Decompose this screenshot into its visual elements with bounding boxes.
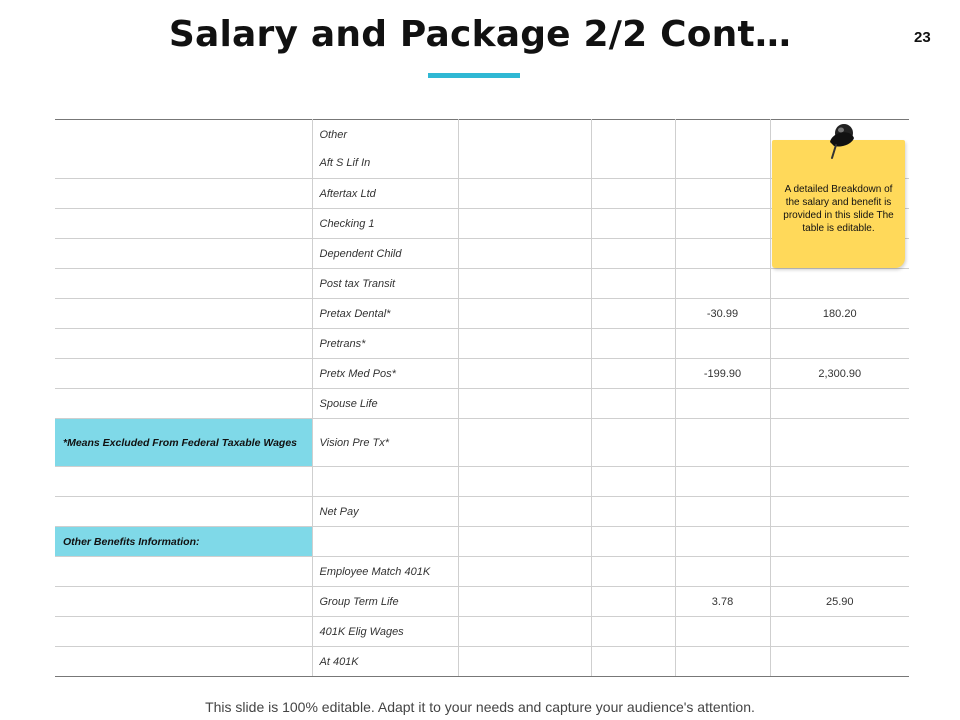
value-cell: -199.90 — [675, 359, 770, 389]
slide-title: Salary and Package 2/2 Cont… — [168, 14, 792, 55]
item-cell — [312, 269, 458, 299]
table-row — [55, 467, 909, 497]
item-name: Spouse Life — [319, 397, 378, 410]
value-cell — [591, 299, 675, 329]
value-cell — [675, 269, 770, 299]
item-name: Post tax Transit — [319, 277, 396, 290]
slide-footer: This slide is 100% editable. Adapt it to your needs and capture your audience's attention. — [205, 699, 755, 715]
value-cell: 2,300.90 — [770, 359, 909, 389]
value-cell — [591, 329, 675, 359]
value-cell — [770, 419, 909, 467]
table-row — [55, 587, 909, 617]
table-row — [55, 269, 909, 299]
value-cell — [591, 527, 675, 557]
section-label-cell: Other Benefits Information: — [55, 527, 312, 557]
item-name: Dependent Child — [319, 247, 402, 260]
value-cell — [770, 527, 909, 557]
table-row — [55, 389, 909, 419]
label-cell — [55, 209, 312, 239]
table-row — [55, 557, 909, 587]
value-cell — [770, 389, 909, 419]
table-row — [55, 419, 909, 467]
value-cell — [675, 329, 770, 359]
item-name: 401K Elig Wages — [319, 625, 404, 638]
item-name: Aftertax Ltd — [319, 187, 376, 200]
value-cell — [675, 179, 770, 209]
value-cell: 180.20 — [770, 299, 909, 329]
value-cell — [458, 239, 591, 269]
value-cell — [675, 467, 770, 497]
table-row — [55, 299, 909, 329]
item-name: Net Pay — [319, 505, 359, 518]
item-name: Other — [319, 129, 348, 141]
item-cell — [312, 647, 458, 677]
item-name: Pretax Dental* — [319, 307, 391, 320]
item-cell — [312, 299, 458, 329]
value-cell — [458, 647, 591, 677]
item-cell — [312, 527, 458, 557]
value-cell: -30.99 — [675, 299, 770, 329]
value-cell — [675, 497, 770, 527]
value-cell — [591, 497, 675, 527]
item-cell — [312, 179, 458, 209]
value-cell — [770, 329, 909, 359]
page-number: 23 — [914, 29, 931, 46]
value-cell — [591, 239, 675, 269]
item-name: Aft S Lif In — [319, 157, 371, 169]
value-cell — [591, 467, 675, 497]
value-cell — [675, 617, 770, 647]
item-name: Checking 1 — [319, 217, 375, 230]
item-cell — [312, 419, 458, 467]
label-cell — [55, 120, 312, 179]
label-cell — [55, 617, 312, 647]
value-cell — [458, 329, 591, 359]
value-cell — [458, 587, 591, 617]
section-label-cell: *Means Excluded From Federal Taxable Wages — [55, 419, 312, 467]
item-cell — [312, 120, 458, 179]
value-cell — [591, 617, 675, 647]
item-cell — [312, 467, 458, 497]
item-cell — [312, 389, 458, 419]
table-row — [55, 329, 909, 359]
label-cell — [55, 557, 312, 587]
item-name: Group Term Life — [319, 595, 399, 608]
label-cell — [55, 647, 312, 677]
value-cell: 3.78 — [675, 587, 770, 617]
value-cell — [591, 389, 675, 419]
item-cell — [312, 209, 458, 239]
label-cell — [55, 179, 312, 209]
item-cell — [312, 497, 458, 527]
value-cell — [770, 497, 909, 527]
label-cell — [55, 587, 312, 617]
value-cell — [591, 209, 675, 239]
value-cell — [675, 419, 770, 467]
item-cell — [312, 587, 458, 617]
table-row — [55, 527, 909, 557]
sticky-note-text: A detailed Breakdown of the salary and benefit is provided in this slide The table is editable. — [783, 184, 894, 234]
table-row — [55, 497, 909, 527]
item-cell — [312, 359, 458, 389]
item-name: Employee Match 401K — [319, 565, 431, 578]
item-cell — [312, 329, 458, 359]
value-cell — [591, 120, 675, 179]
value-cell — [770, 467, 909, 497]
value-cell — [675, 120, 770, 179]
value-cell — [591, 587, 675, 617]
value-cell — [675, 239, 770, 269]
value-cell — [458, 120, 591, 179]
item-cell — [312, 617, 458, 647]
value-cell — [591, 179, 675, 209]
table-row — [55, 617, 909, 647]
value-cell — [458, 497, 591, 527]
item-name: At 401K — [319, 655, 359, 668]
value-cell — [675, 557, 770, 587]
value-cell — [591, 647, 675, 677]
value-cell — [675, 527, 770, 557]
label-cell — [55, 467, 312, 497]
value-cell — [458, 389, 591, 419]
label-cell — [55, 269, 312, 299]
value-cell — [458, 419, 591, 467]
value-cell: 25.90 — [770, 587, 909, 617]
pushpin-icon — [822, 118, 862, 162]
value-cell — [458, 209, 591, 239]
value-cell — [591, 359, 675, 389]
label-cell — [55, 389, 312, 419]
title-underline — [428, 73, 520, 78]
value-cell — [770, 617, 909, 647]
item-name: Pretx Med Pos* — [319, 367, 396, 380]
label-cell — [55, 239, 312, 269]
value-cell — [675, 389, 770, 419]
item-cell — [312, 557, 458, 587]
value-cell — [770, 557, 909, 587]
value-cell — [458, 299, 591, 329]
table-row — [55, 359, 909, 389]
value-cell — [458, 359, 591, 389]
value-cell — [770, 269, 909, 299]
table-row — [55, 647, 909, 677]
item-name: Vision Pre Tx* — [319, 436, 389, 449]
label-cell — [55, 497, 312, 527]
value-cell — [591, 557, 675, 587]
value-cell — [591, 269, 675, 299]
value-cell — [458, 527, 591, 557]
value-cell — [591, 419, 675, 467]
value-cell — [458, 467, 591, 497]
label-cell — [55, 299, 312, 329]
item-cell — [312, 239, 458, 269]
value-cell — [458, 617, 591, 647]
item-name: Pretrans* — [319, 337, 366, 350]
value-cell — [770, 647, 909, 677]
label-cell — [55, 329, 312, 359]
value-cell — [675, 647, 770, 677]
label-cell — [55, 359, 312, 389]
value-cell — [458, 557, 591, 587]
value-cell — [458, 179, 591, 209]
value-cell — [675, 209, 770, 239]
value-cell — [458, 269, 591, 299]
